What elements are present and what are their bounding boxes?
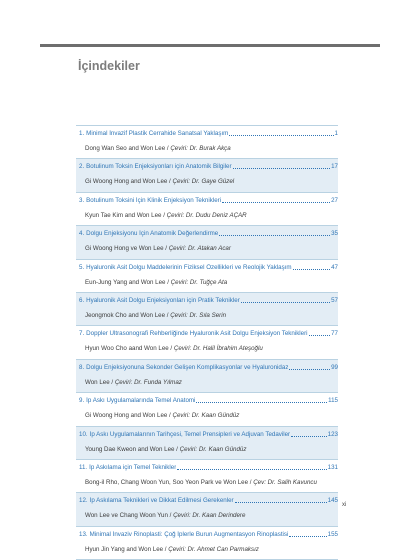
toc-entry-title-line: [79, 163, 338, 173]
chapter-number: 7.: [79, 330, 85, 338]
dot-leader: [233, 167, 331, 169]
chapter-authors: Gi Woong Hong ve Won Lee /: [85, 245, 169, 253]
chapter-credits: [79, 412, 338, 419]
chapter-authors: Dong Wan Seo and Won Lee /: [85, 145, 171, 152]
chapter-credits: [79, 178, 338, 185]
chapter-number: 12.: [79, 497, 88, 505]
dot-leader: [222, 201, 330, 203]
dot-leader: [291, 435, 327, 437]
chapter-authors: Won Lee ve Chang Woon Yun /: [85, 512, 174, 520]
chapter-number: 5.: [79, 263, 85, 271]
chapter-translator: Çeviri: Dr. Kaan Derindere: [173, 512, 246, 520]
chapter-translator: Çev: Dr. Salih Kavuncu: [253, 478, 317, 486]
chapter-page[interactable]: 77: [331, 330, 338, 338]
top-rule: [40, 44, 380, 47]
chapter-credits: [79, 212, 338, 219]
chapter-title[interactable]: İp Askı Uygulamalarında Temel Anatomi: [86, 397, 196, 405]
dot-leader: [289, 535, 326, 537]
dot-leader: [196, 401, 327, 403]
chapter-page[interactable]: 17: [331, 163, 338, 171]
chapter-page[interactable]: 123: [327, 430, 338, 438]
chapter-number: 4.: [79, 230, 85, 238]
toc-entry[interactable]: [76, 493, 338, 526]
chapter-page[interactable]: 35: [331, 230, 338, 238]
toc-entry-title-line: [79, 431, 338, 441]
toc-entry-title-line: [79, 230, 338, 240]
toc-entry[interactable]: [76, 393, 338, 426]
chapter-credits: [79, 345, 338, 352]
chapter-translator: Çeviri: Dr. Ahmet Can Parmaksız: [168, 545, 259, 553]
toc-entry[interactable]: [76, 360, 338, 393]
toc-entry[interactable]: [76, 527, 338, 560]
chapter-credits: [79, 446, 338, 453]
chapter-authors: Kyun Tae Kim and Won Lee /: [85, 211, 167, 219]
toc-entry[interactable]: [76, 460, 338, 493]
dot-leader: [289, 368, 330, 370]
page-title: İçindekiler: [78, 59, 140, 73]
chapter-translator: Çeviri: Dr. Gaye Güzel: [172, 178, 235, 186]
toc-entry-title-line: [79, 364, 338, 374]
chapter-number: 8.: [79, 363, 85, 371]
chapter-credits: [79, 245, 338, 252]
chapter-credits: [79, 379, 338, 386]
chapter-number: 2.: [79, 163, 85, 171]
chapter-number: 6.: [79, 296, 85, 304]
dot-leader: [219, 234, 330, 236]
dot-leader: [309, 334, 331, 336]
toc-entry[interactable]: [76, 126, 338, 159]
toc-entry[interactable]: [76, 427, 338, 460]
toc-entry[interactable]: [76, 193, 338, 226]
chapter-authors: Gi Woong Hong and Won Lee /: [85, 412, 173, 420]
chapter-authors: Eun-Jung Yang and Won Lee /: [85, 278, 171, 286]
dot-leader: [229, 134, 333, 136]
chapter-authors: Young Dae Kweon and Won Lee /: [85, 445, 180, 453]
chapter-number: 10.: [79, 430, 88, 438]
table-of-contents: [76, 125, 338, 560]
chapter-title[interactable]: Botulinum Toksin Enjeksiyonları için Anatomik Bilgiler: [86, 163, 232, 171]
chapter-title[interactable]: Minimal İnvazif Plastik Cerrahide Sanatsal Yaklaşım: [86, 130, 229, 137]
toc-entry-title-line: [79, 464, 338, 474]
chapter-page[interactable]: 99: [331, 363, 338, 371]
toc-entry[interactable]: [76, 226, 338, 259]
toc-entry-title-line: [79, 197, 338, 207]
dot-leader: [177, 468, 326, 470]
chapter-page[interactable]: 27: [331, 196, 338, 204]
chapter-translator: Çeviri: Dr. Halil İbrahim Ateşoğlu: [173, 345, 263, 353]
chapter-authors: Won Lee /: [85, 378, 115, 386]
toc-entry-title-line: [79, 397, 338, 407]
toc-entry-title-line: [79, 531, 338, 541]
chapter-title[interactable]: Dolgu Enjeksiyonu İçin Anatomik Değerlendirme: [86, 230, 219, 238]
chapter-page[interactable]: 47: [331, 263, 338, 271]
chapter-title[interactable]: Dolgu Enjeksiyonuna Sekonder Gelişen Komplikasyonlar ve Hyaluronidaz: [86, 363, 289, 371]
toc-entry-title-line: [79, 130, 338, 140]
chapter-title[interactable]: Minimal İnvaziv Rinoplasti: Çoğ İplerle Burun Augmentasyon Rinoplastisi: [89, 530, 289, 538]
toc-entry[interactable]: [76, 326, 338, 359]
chapter-page[interactable]: 131: [327, 463, 338, 471]
chapter-authors: Hyun Jin Yang and Won Lee /: [85, 545, 169, 553]
chapter-translator: Çeviri: Dr. Funda Yılmaz: [114, 378, 182, 386]
chapter-title[interactable]: İp Askılama için Temel Teknikler: [89, 463, 177, 471]
chapter-number: 1.: [79, 130, 85, 137]
chapter-translator: Çeviri: Dr. Burak Akça: [170, 145, 231, 152]
toc-entry-title-line: [79, 330, 338, 340]
chapter-page[interactable]: 145: [327, 497, 338, 505]
chapter-title[interactable]: Doppler Ultrasonografi Rehberliğinde Hyaluronik Asit Dolgu Enjeksiyon Teknikleri: [86, 330, 308, 338]
chapter-translator: Çeviri: Dr. Kaan Gündüz: [179, 445, 247, 453]
chapter-translator: Çeviri: Dr. Atakan Acar: [168, 245, 231, 253]
toc-entry[interactable]: [76, 159, 338, 192]
chapter-authors: Bong-il Rho, Chang Woon Yun, Soo Yeon Park ve Won Lee /: [85, 478, 254, 486]
chapter-credits: [79, 512, 338, 519]
page-number: xi: [342, 502, 347, 508]
chapter-authors: Jeongmok Cho and Won Lee /: [85, 311, 171, 319]
chapter-credits: [79, 479, 338, 486]
chapter-page[interactable]: 155: [327, 530, 338, 538]
chapter-translator: Çeviri: Dr. Dudu Deniz AÇAR: [166, 211, 247, 219]
chapter-credits: [79, 546, 338, 553]
chapter-translator: Çeviri: Dr. Sıla Serin: [170, 311, 227, 319]
toc-entry-title-line: [79, 497, 338, 507]
chapter-translator: Çeviri: Dr. Tuğçe Ata: [170, 278, 228, 286]
dot-leader: [293, 268, 331, 270]
chapter-page[interactable]: 1: [334, 130, 338, 137]
chapter-number: 3.: [79, 196, 85, 204]
chapter-authors: Gi Woong Hong and Won Lee /: [85, 178, 173, 186]
chapter-number: 13.: [79, 530, 88, 538]
dot-leader: [241, 301, 330, 303]
chapter-page[interactable]: 115: [328, 397, 338, 405]
chapter-translator: Çeviri: Dr. Kaan Gündüz: [172, 412, 240, 420]
toc-entry[interactable]: [76, 260, 338, 293]
chapter-credits: [79, 145, 338, 152]
chapter-page[interactable]: 57: [331, 296, 338, 304]
toc-entry[interactable]: [76, 293, 338, 326]
chapter-title[interactable]: İp Askılama Teknikleri ve Dikkat Edilmesi Gerekenler: [89, 497, 234, 505]
chapter-title[interactable]: Botulinum Toksini İçin Klinik Enjeksiyon Teknikleri: [86, 196, 222, 204]
chapter-title[interactable]: İp Askı Uygulamalarının Tarihçesi, Temel Prensipleri ve Adjuvan Tedaviler: [89, 430, 291, 438]
chapter-authors: Hyun Woo Cho aand Won Lee /: [85, 345, 174, 353]
chapter-title[interactable]: Hyaluronik Asit Dolgu Maddelerinin Fiziksel Özellikleri ve Reolojik Yaklaşım: [86, 263, 292, 271]
chapter-number: 11.: [79, 463, 88, 471]
toc-entry-title-line: [79, 264, 338, 274]
chapter-credits: [79, 279, 338, 286]
dot-leader: [235, 501, 327, 503]
chapter-credits: [79, 312, 338, 319]
toc-entry-title-line: [79, 297, 338, 307]
chapter-number: 9.: [79, 397, 85, 405]
chapter-title[interactable]: Hyaluronik Asit Dolgu Enjeksiyonları için Pratik Teknikler: [86, 296, 240, 304]
